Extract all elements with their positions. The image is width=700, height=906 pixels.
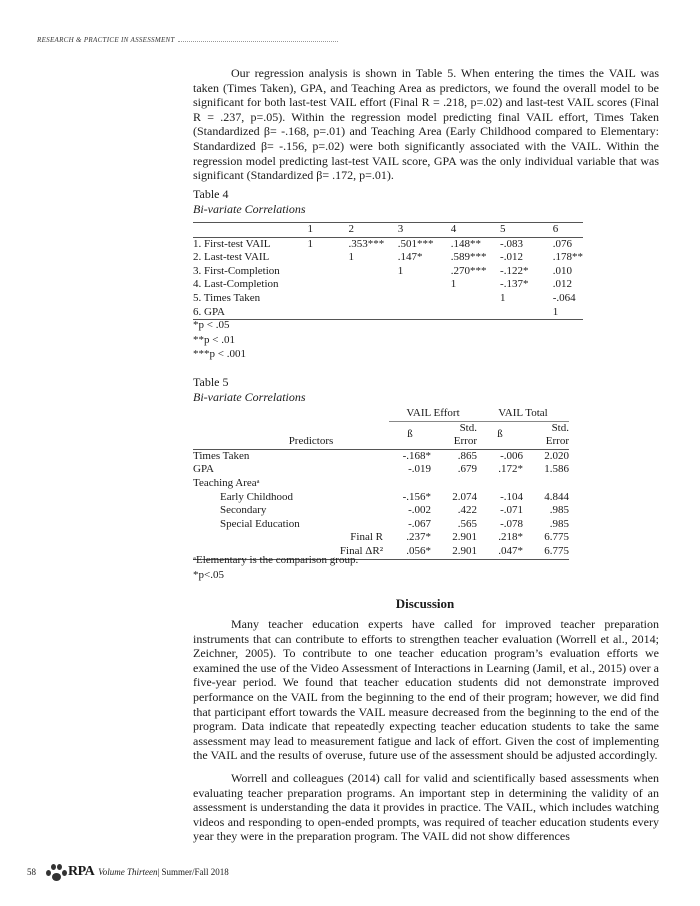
table4-row (193, 292, 583, 306)
table5-cell: .422 (457, 504, 477, 517)
table5-cell: Final R (350, 531, 383, 544)
table5-title: Bi-variate Correlations (193, 389, 306, 404)
table5-cell: .985 (549, 504, 569, 517)
table4-note: *p < .05 (193, 319, 230, 331)
table4-cell (451, 306, 500, 320)
table4-header-cell: 5 (500, 223, 553, 238)
table5-cell: .056* (406, 544, 431, 557)
table5-cell: .865 (457, 449, 477, 462)
table5-cell: Early Childhood (220, 490, 294, 503)
discussion-heading: Discussion (395, 596, 455, 611)
table5-cell: .985 (549, 517, 569, 530)
table4-cell: -.083 (500, 237, 523, 250)
table5-note: ᵃElementary is the comparison group. (193, 554, 359, 566)
table4-label: Table 4 (193, 187, 229, 201)
table5-cell: -.006 (500, 449, 523, 462)
table4-cell: 1 (450, 278, 457, 291)
table4-row (193, 251, 583, 265)
table5-cell: Teaching Areaᵃ (193, 476, 260, 489)
table5-group-header: VAIL Effort (389, 407, 477, 421)
table5-error-label: Error (453, 435, 477, 448)
table5-cell: 6.775 (544, 531, 569, 544)
table5 (193, 407, 569, 560)
table4-cell: .010 (552, 264, 572, 277)
table4-cell: .147* (397, 251, 423, 264)
table4-cell (349, 306, 398, 320)
table4-header-cell: 6 (553, 223, 583, 238)
logo-text: RPA (68, 864, 95, 879)
table4-cell: 6. GPA (193, 306, 307, 320)
discussion-block (193, 617, 659, 844)
table5-cell: -.156* (402, 490, 431, 503)
table5-cell: 2.074 (452, 490, 477, 503)
table5-cell: Special Education (220, 517, 300, 530)
table4-cell: .076 (552, 237, 572, 250)
table5-predictors-header: Predictors (288, 435, 334, 448)
table4-cell: 5. Times Taken (193, 291, 261, 304)
table5-cell: Final ΔR² (339, 544, 383, 557)
table5-notes (193, 553, 358, 582)
table5-row (193, 504, 569, 518)
table4-cell (349, 292, 398, 306)
table4-header-cell (193, 223, 307, 238)
table5-cell: 6.775 (544, 544, 569, 557)
table4-cell: 2. Last-test VAIL (193, 251, 270, 264)
volume-label: Volume Thirteen (98, 867, 158, 877)
table5-note: *p<.05 (193, 568, 224, 581)
page-number: 58 (27, 867, 36, 877)
table4-cell: -.137* (500, 278, 529, 291)
table4-cell: 1 (397, 264, 404, 277)
page-footer (27, 862, 229, 882)
table5-group-header-row (193, 407, 569, 421)
table5-cell: .679 (457, 463, 477, 476)
issue-label: | Summer/Fall 2018 (157, 867, 229, 877)
table5-cell: Times Taken (193, 449, 250, 462)
table5-cell: 2.901 (452, 531, 477, 544)
header-dotted-rule (178, 41, 338, 42)
table4-cell (307, 306, 348, 320)
table4-cell (398, 306, 451, 320)
table5-std-label: Std. (551, 421, 569, 434)
table5-cell: Secondary (220, 504, 267, 517)
table4-cell (307, 265, 348, 279)
table5-label: Table 5 (193, 375, 229, 389)
table5-cell: -.104 (500, 490, 523, 503)
table5-row (193, 463, 569, 477)
table4-cell: 4. Last-Completion (193, 278, 279, 291)
table4-cell (398, 278, 451, 292)
table5-row (193, 491, 569, 505)
table5-cell: .047* (498, 544, 523, 557)
table5-cell (431, 477, 477, 491)
table4-cell (398, 292, 451, 306)
table5-cell: GPA (193, 463, 214, 476)
table4-cell (307, 251, 348, 265)
table4-cell: .501*** (397, 237, 434, 250)
table4-cell: .353*** (348, 237, 385, 250)
table4-cell (307, 292, 348, 306)
table5-caption (193, 375, 306, 404)
intro-paragraph-block (193, 66, 659, 183)
table5-row (193, 518, 569, 532)
table4-row (193, 278, 583, 292)
table5-cell: 2.020 (544, 449, 569, 462)
running-title: RESEARCH & PRACTICE IN ASSESSMENT (37, 36, 175, 44)
intro-paragraph: Our regression analysis is shown in Table 5. When entering the times the VAIL was taken (Times Taken), GPA, and Teaching Area as predictors, we found the overall model to be significant for both last-test VAIL effort (Final R = .218, p=.02) and last-test VAIL scores (Final R = .237, p=.05). Within the regression model predicting final VAIL effort, Times Taken (Standardized β= -.168, p=.01) and Teaching Area (Early Childhood compared to Elementary: Standardized β= -.156, p=.02) were both significantly associated with the VAIL. Within the regression model predicting last-test VAIL score, GPA was the only individual variable that was significant (Standardized β= .172, p=.01). (193, 66, 659, 183)
table4-cell: 1 (500, 291, 506, 304)
table5-row (193, 531, 569, 545)
table4-cell: .589*** (450, 251, 487, 264)
table4-cell (307, 278, 348, 292)
table4-notes (193, 318, 246, 362)
table5-cell: -.071 (500, 504, 523, 517)
table5-sub-header-row (193, 421, 569, 449)
table5-cell: -.002 (408, 504, 431, 517)
table4-note: **p < .01 (193, 333, 235, 346)
table4-cell: -.012 (500, 251, 523, 264)
table4-cell: 1 (553, 306, 583, 320)
table5-cell (523, 477, 569, 491)
table4-cell: 3. First-Completion (193, 264, 280, 277)
table5-cell (477, 477, 523, 491)
table4-cell: 1 (307, 237, 313, 250)
table4-title: Bi-variate Correlations (193, 201, 306, 216)
table5-cell: -.168* (402, 449, 431, 462)
table4-cell (500, 306, 553, 320)
table5-cell: .172* (498, 463, 523, 476)
table4-header-cell: 2 (349, 223, 398, 238)
discussion-paragraph: Many teacher education experts have called for improved teacher preparation instruments that can contribute to efforts to strengthen teacher evaluation (Worrell et al., 2014; Zeichner, 2005). To contribute to one teacher education program’s evaluation efforts we examined the use of the Video Assessment of Interactions in Learning (Jamil, et al., 2015) over a five-year period. We found that teacher education students did not demonstrate improved performance on the VAIL from the beginning to the end of their program; however, we did find that participant effort towards the VAIL measure decreased from the beginning to the end of the program. Data indicate that repeatedly expecting teacher education students to take the same assessment may lead to measurement fatigue and lack of effort. Given the cost of implementing the VAIL and the results of overuse, future use of the assessment should be adjusted accordingly. (193, 617, 659, 763)
table4-cell (451, 292, 500, 306)
table5-beta-header: ß (497, 428, 503, 441)
table5-row (193, 477, 569, 491)
table4-cell: -.122* (500, 264, 529, 277)
table5-cell: -.078 (500, 517, 523, 530)
table4-cell: .270*** (450, 264, 487, 277)
table4-row (193, 265, 583, 279)
paw-print-icon (44, 862, 68, 882)
table4-cell: .148** (450, 237, 482, 250)
table5-cell: .218* (498, 531, 523, 544)
table5-cell: -.067 (408, 517, 431, 530)
table4-row (193, 237, 583, 251)
table5-error-label: Error (545, 435, 569, 448)
table5-cell: -.019 (408, 463, 431, 476)
table5-cell: .565 (457, 517, 477, 530)
table4-cell: 1 (348, 251, 354, 264)
table5-cell: 2.901 (452, 544, 477, 557)
table4-cell: -.064 (552, 291, 576, 304)
table4-cell: .178** (552, 251, 583, 264)
table4-header-row (193, 223, 583, 238)
table5-cell: 4.844 (544, 490, 569, 503)
table4-cell: .012 (552, 278, 572, 291)
table4-caption (193, 187, 306, 216)
table4 (193, 222, 583, 320)
discussion-paragraph: Worrell and colleagues (2014) call for valid and scientifically based assessments when evaluating teacher preparation programs. An important step in determining the validity of an assessment is understanding the data it provides in practice. The VAIL, which includes watching videos and responding to open-ended prompts, was required of teacher education students every year they were in the preparation program. The VAIL did not show differences (193, 770, 659, 844)
table4-cell: 1. First-test VAIL (193, 237, 271, 250)
table5-cell: 1.586 (544, 463, 569, 476)
table4-header-cell: 3 (398, 223, 451, 238)
table4-header-cell: 4 (451, 223, 500, 238)
table5-row (193, 449, 569, 463)
table5-beta-header: ß (407, 428, 413, 441)
table4-cell (349, 265, 398, 279)
table4-row (193, 306, 583, 320)
table4-note: ***p < .001 (193, 348, 246, 361)
rpa-logo (44, 862, 94, 882)
table5-std-label: Std. (459, 421, 477, 434)
table5-group-header: VAIL Total (477, 407, 569, 421)
table5-cell (389, 477, 431, 491)
table4-cell (349, 278, 398, 292)
table4-header-cell: 1 (307, 223, 348, 238)
table5-cell: .237* (406, 531, 431, 544)
